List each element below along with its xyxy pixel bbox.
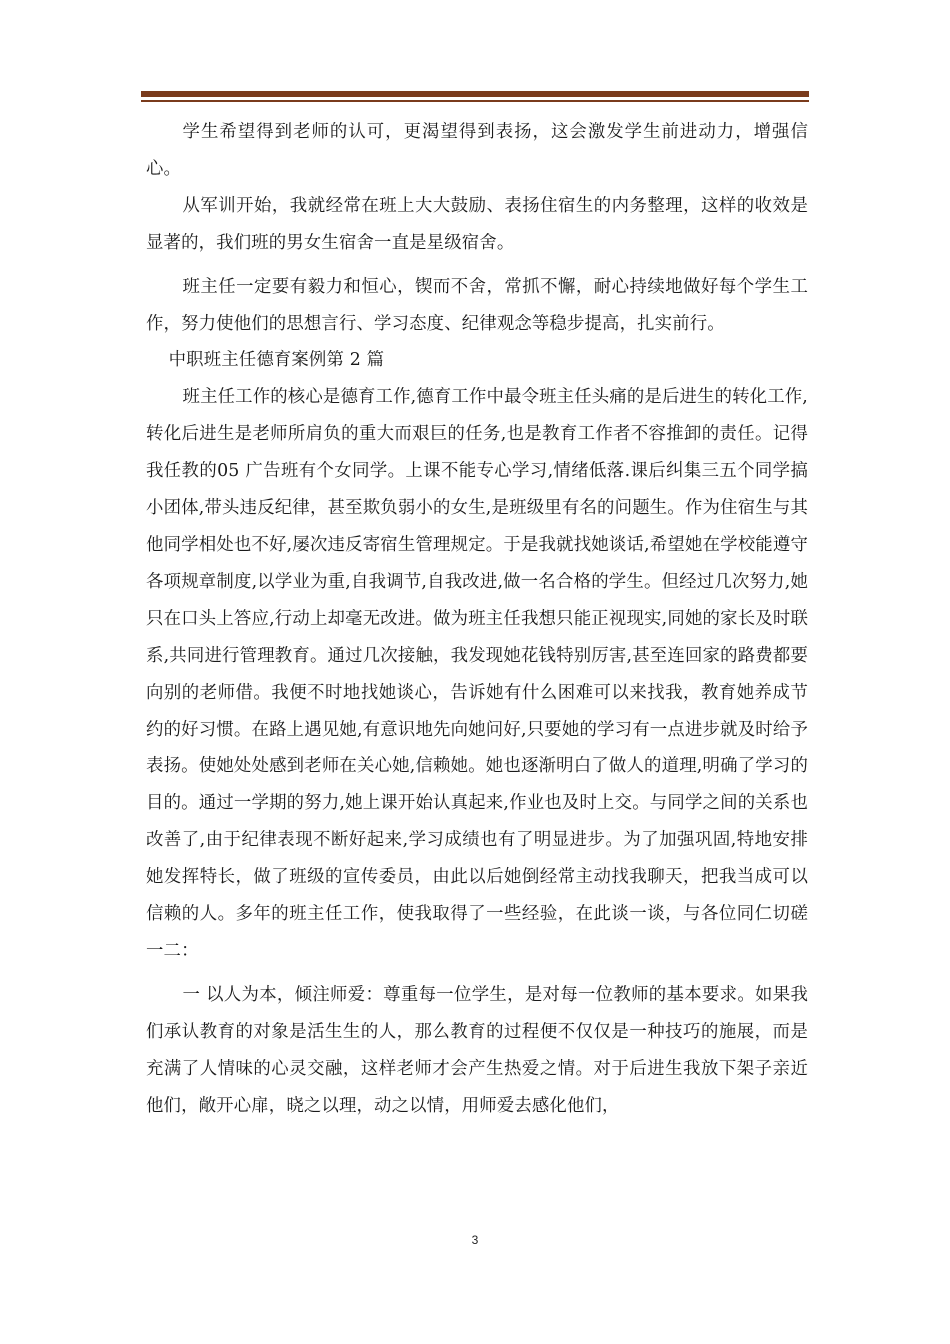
paragraph-1: 学生希望得到老师的认可，更渴望得到表扬，这会激发学生前进动力，增强信心。 — [146, 122, 808, 179]
paragraph-2: 从军训开始，我就经常在班上大大鼓励、表扬住宿生的内务整理，这样的收效是显著的，我们班的男女生宿舍一直是星级宿舍。 — [146, 195, 808, 253]
header-rule-thin — [141, 100, 809, 102]
page-number: 3 — [471, 1233, 479, 1247]
paragraph-5: 一 以人为本，倾注师爱：尊重每一位学生，是对每一位教师的基本要求。如果我们承认教育的对象是活生生的人，那么教育的过程便不仅仅是一种技巧的施展，而是充满了人情味的心灵交融，这样老师才会产生热爱之情。对于后进生我放下架子亲近他们，敞开心扉，晓之以理，动之以情，用师爱去感化他们， — [146, 984, 808, 1116]
header-rule-thick — [141, 91, 809, 97]
section-heading: 中职班主任德育案例第 2 篇 — [168, 350, 385, 371]
document-body — [146, 114, 808, 1124]
paragraph-4: 班主任工作的核心是德育工作,德育工作中最令班主任头痛的是后进生的转化工作,转化后进生是老师所肩负的重大而艰巨的任务,也是教育工作者不容推卸的责任。记得我任教的05 广告班有个女同学。上课不能专心学习,情绪低落.课后纠集三五个同学搞小团体,带头违反纪律，甚至欺负弱小的女生,是班级里有名的问题生。作为住宿生与其他同学相处也不好,屡次违反寄宿生管理规定。于是我就找她谈话,希望她在学校能遵守各项规章制度,以学业为重,自我调节,自我改进,做一名合格的学生。但经过几次努力,她只在口头上答应,行动上却毫无改进。做为班主任我想只能正视现实,同她的家长及时联系,共同进行管理教育。通过几次接触，我发现她花钱特别厉害,甚至连回家的路费都要向别的老师借。我便不时地找她谈心，告诉她有什么困难可以来找我，教育她养成节约的好习惯。在路上遇见她,有意识地先向她问好,只要她的学习有一点进步就及时给予表扬。使她处处感到老师在关心她,信赖她。她也逐渐明白了做人的道理,明确了学习的目的。通过一学期的努力,她上课开始认真起来,作业也及时上交。与同学之间的关系也改善了,由于纪律表现不断好起来,学习成绩也有了明显进步。为了加强巩固,特地安排她发挥特长，做了班级的宣传委员，由此以后她倒经常主动找我聊天，把我当成可以信赖的人。多年的班主任工作，使我取得了一些经验，在此谈一谈，与各位同仁切磋一二： — [146, 387, 808, 961]
paragraph-3: 班主任一定要有毅力和恒心，锲而不舍，常抓不懈，耐心持续地做好每个学生工作，努力使他们的思想言行、学习态度、纪律观念等稳步提高，扎实前行。 — [146, 276, 808, 334]
